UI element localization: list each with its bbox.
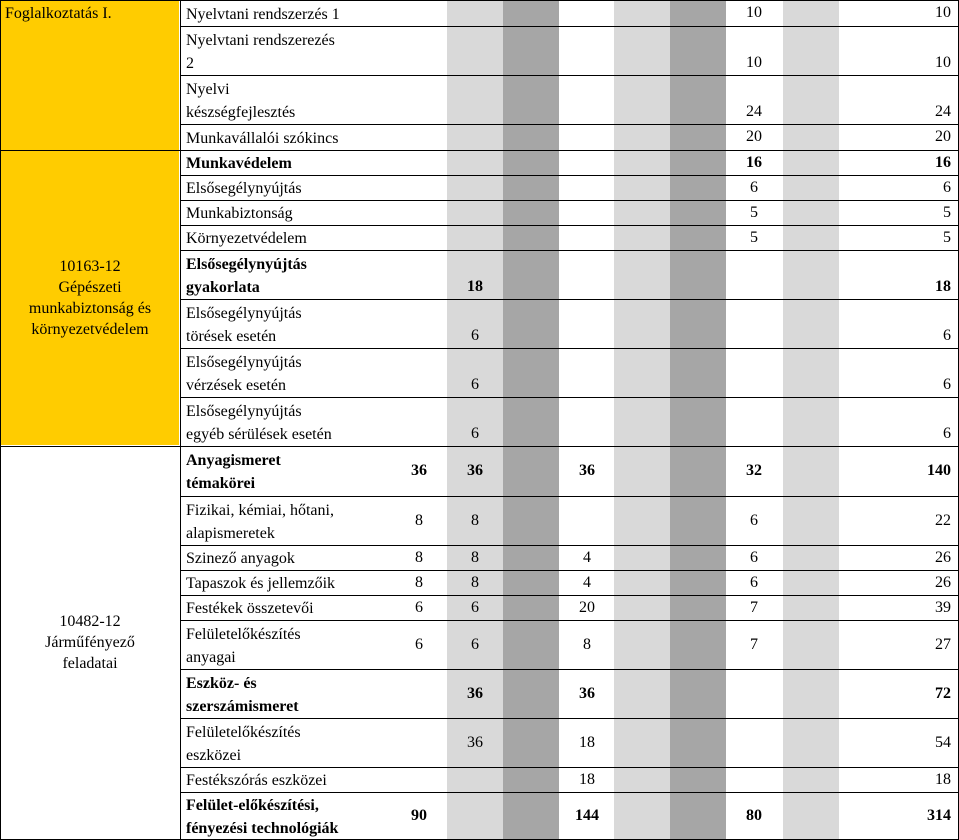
row-value-total: 72: [935, 684, 951, 702]
row-value-c3: 8: [583, 635, 591, 653]
row-value-c4: 7: [750, 598, 758, 616]
shaded-column-4: [670, 0, 726, 840]
row-topic: Munkabiztonság: [186, 205, 293, 222]
row-topic: Környezetvédelem: [186, 230, 307, 247]
row-value-c3: 36: [579, 462, 595, 479]
row-value-c2: 8: [471, 511, 479, 529]
row-value-c4: 5: [750, 203, 758, 221]
grid-line-horizontal: [180, 570, 959, 571]
row-value-c1: 6: [415, 635, 423, 653]
grid-line-horizontal: [180, 75, 959, 76]
shaded-column-1: [447, 0, 503, 840]
row-value-c2: 6: [471, 376, 479, 393]
row-topic: Nyelvtani rendszerzés 1: [186, 5, 340, 23]
row-value-total: 20: [935, 128, 951, 145]
row-value-total: 10: [935, 54, 951, 71]
row-value-c2: 36: [467, 462, 483, 479]
row-value-total: 26: [935, 548, 951, 566]
row-value-c1: 90: [411, 807, 427, 824]
row-value-c2: 6: [471, 327, 479, 344]
row-value-c3: 144: [575, 807, 599, 824]
row-value-c1: 8: [415, 548, 423, 566]
row-value-c2: 6: [471, 598, 479, 616]
row-topic: Festékszórás eszközei: [186, 772, 327, 789]
row-value-c4: 7: [750, 635, 758, 653]
row-topic: Elsősegélynyújtás törések esetén: [186, 304, 302, 345]
grid-line-horizontal: [180, 175, 959, 176]
row-topic: Eszköz- és szerszámismeret: [186, 674, 299, 715]
grid-line-horizontal: [180, 545, 959, 546]
grid-line-horizontal: [180, 124, 959, 125]
row-value-c4: 6: [750, 178, 758, 196]
row-value-c4: 20: [746, 128, 762, 145]
row-value-total: 18: [935, 770, 951, 788]
row-value-c2: 36: [467, 684, 483, 702]
row-topic: Munkavédelem: [186, 155, 292, 172]
row-value-total: 16: [935, 153, 951, 171]
shaded-column-5: [783, 0, 839, 840]
grid-line-horizontal: [180, 767, 959, 768]
row-value-total: 6: [943, 327, 951, 344]
shaded-column-3: [614, 0, 670, 840]
row-value-c2: 6: [471, 635, 479, 653]
grid-line-horizontal: [180, 250, 959, 251]
row-value-c1: 6: [415, 598, 423, 616]
row-value-c4: 80: [746, 807, 762, 824]
row-value-c2: 8: [471, 548, 479, 566]
row-value-total: 6: [943, 178, 951, 196]
module-foglalkoztatas: [1, 1, 179, 151]
row-value-total: 39: [935, 598, 951, 616]
row-value-c3: 36: [579, 684, 595, 702]
grid-line-horizontal: [180, 26, 959, 27]
grid-line-horizontal: [180, 669, 959, 670]
grid-line-horizontal: [0, 0, 959, 1]
row-value-c4: 5: [750, 228, 758, 246]
row-value-c4: 10: [746, 54, 762, 71]
module-label: 10482-12 Járműfényező feladatai: [45, 612, 135, 672]
row-value-total: 140: [927, 462, 951, 479]
row-value-c4: 6: [750, 573, 758, 591]
row-value-total: 27: [935, 635, 951, 653]
grid-line-vertical: [0, 0, 1, 840]
row-value-total: 26: [935, 573, 951, 591]
row-value-c1: 36: [411, 462, 427, 479]
row-topic: Felületelőkészítés eszközei: [186, 723, 301, 764]
row-value-c2: 6: [471, 425, 479, 442]
row-topic: Tapaszok és jellemzőik: [186, 575, 336, 592]
row-value-c3: 4: [583, 573, 591, 591]
row-value-total: 6: [943, 425, 951, 442]
grid-line-horizontal: [180, 397, 959, 398]
module-jarmufenyezo: [1, 445, 179, 839]
grid-line-horizontal: [180, 348, 959, 349]
row-value-c4: 6: [750, 548, 758, 566]
row-value-c3: 4: [583, 548, 591, 566]
grid-line-horizontal: [180, 225, 959, 226]
row-topic: Elsősegélynyújtás vérzések esetén: [186, 353, 302, 394]
row-topic: Anyagismeret témakörei: [186, 452, 281, 492]
row-topic: Felület-előkészítési, fényezési technológiák: [186, 797, 339, 837]
row-value-total: 10: [935, 4, 951, 21]
row-value-total: 22: [935, 511, 951, 529]
row-value-c1: 8: [415, 573, 423, 591]
row-value-c4: 6: [750, 511, 758, 529]
row-value-c2: 36: [467, 733, 483, 751]
grid-line-vertical: [180, 0, 181, 840]
row-topic: Nyelvi készségfejlesztés: [186, 80, 296, 121]
row-topic: Festékek összetevői: [186, 600, 314, 617]
grid-line-horizontal: [180, 496, 959, 497]
row-topic: Elsősegélynyújtás egyéb sérülések esetén: [186, 402, 332, 443]
row-value-c4: 10: [746, 4, 762, 21]
grid-line-horizontal: [0, 150, 959, 151]
row-value-total: 54: [935, 733, 951, 751]
row-value-total: 6: [943, 376, 951, 393]
grid-line-horizontal: [180, 792, 959, 793]
row-value-c3: 20: [579, 598, 595, 616]
row-topic: Szinező anyagok: [186, 550, 295, 567]
grid-line-horizontal: [180, 620, 959, 621]
row-topic: Nyelvtani rendszerezés 2: [186, 31, 335, 72]
row-value-c1: 8: [415, 511, 423, 529]
shaded-column-2: [503, 0, 559, 840]
module-label: 10163-12 Gépészeti munkabiztonság és környezetvédelem: [28, 258, 152, 338]
row-value-c3: 18: [579, 770, 595, 788]
row-value-c2: 18: [467, 278, 483, 295]
grid-line-horizontal: [180, 718, 959, 719]
row-value-total: 18: [935, 278, 951, 295]
grid-line-horizontal: [180, 595, 959, 596]
module-label: Foglalkoztatás I.: [5, 5, 112, 22]
row-topic: Elsősegélynyújtás: [186, 180, 302, 197]
row-value-total: 5: [943, 228, 951, 246]
row-value-c4: 24: [746, 103, 762, 120]
row-value-total: 314: [927, 807, 951, 824]
module-gepeszeti: [1, 151, 179, 445]
row-topic: Felületelőkészítés anyagai: [186, 625, 301, 666]
row-topic: Munkavállalói szókincs: [186, 129, 339, 147]
row-topic: Fizikai, kémiai, hőtani, alapismeretek: [186, 501, 334, 542]
row-value-c4: 16: [746, 153, 762, 171]
row-value-c3: 18: [579, 733, 595, 751]
grid-line-horizontal: [180, 200, 959, 201]
row-value-total: 24: [935, 103, 951, 120]
row-value-c2: 8: [471, 573, 479, 591]
grid-line-horizontal: [0, 446, 959, 447]
row-value-c4: 32: [746, 462, 762, 479]
row-value-total: 5: [943, 203, 951, 221]
row-topic: Elsősegélynyújtás gyakorlata: [186, 255, 307, 296]
grid-line-horizontal: [180, 299, 959, 300]
